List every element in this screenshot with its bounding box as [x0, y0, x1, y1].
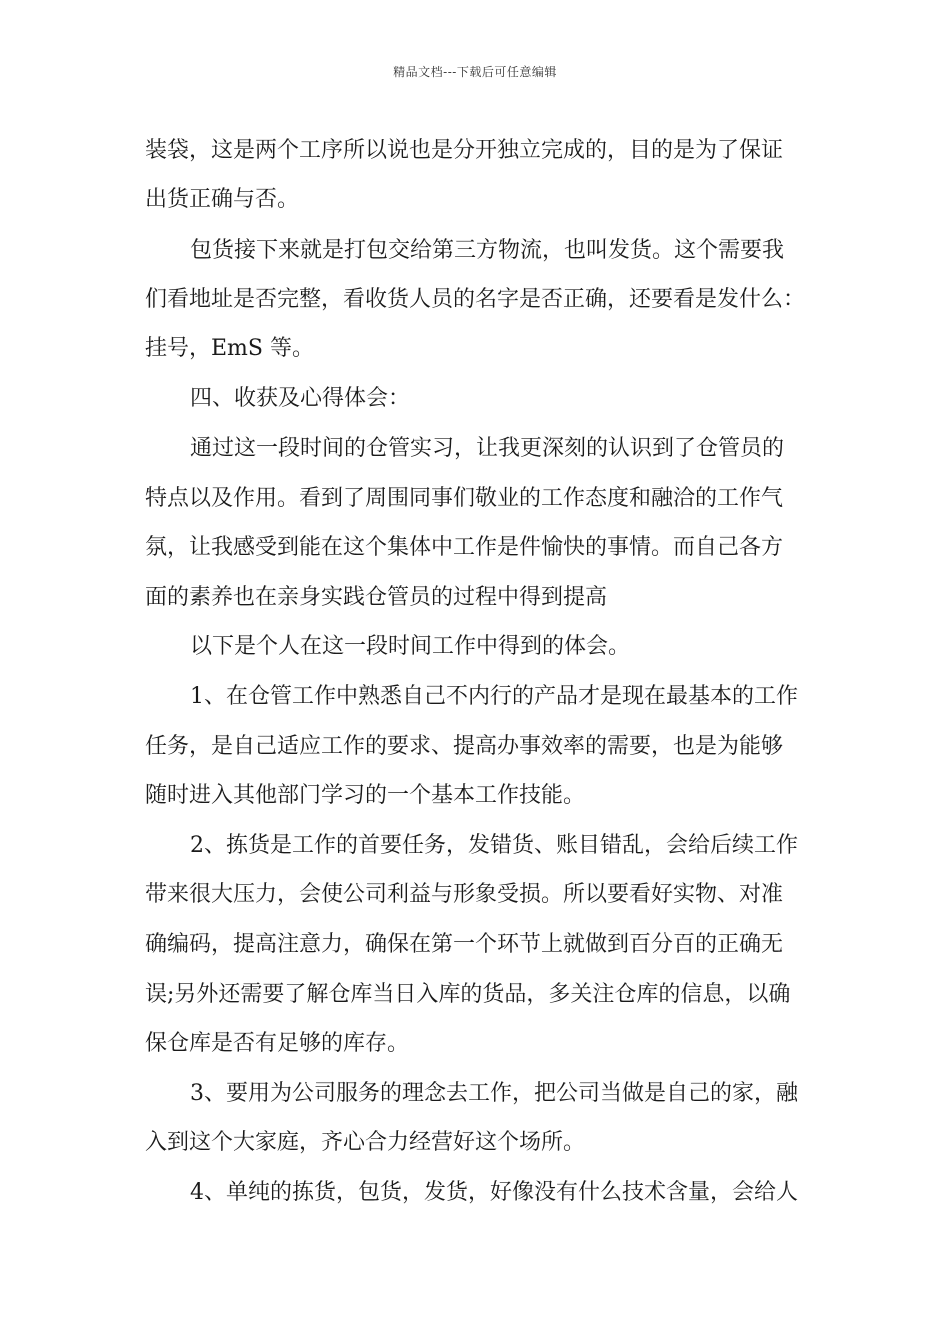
text-line: 装袋，这是两个工序所以说也是分开独立完成的，目的是为了保证: [145, 138, 784, 163]
paragraph-first-line: 2、拣货是工作的首要任务，发错货、账目错乱，会给后续工作: [190, 833, 798, 858]
paragraph-first-line: 以下是个人在这一段时间工作中得到的体会。: [190, 634, 631, 659]
text-line: 出货正确与否。: [145, 187, 300, 212]
paragraph-first-line: 3、要用为公司服务的理念去工作，把公司当做是自己的家，融: [190, 1081, 798, 1106]
text-line: 随时进入其他部门学习的一个基本工作技能。: [145, 783, 586, 808]
text-line: 面的素养也在亲身实践仓管员的过程中得到提高: [145, 585, 608, 610]
text-line: 带来很大压力，会使公司利益与形象受损。所以要看好实物、对准: [145, 882, 784, 907]
text-line: 特点以及作用。看到了周围同事们敬业的工作态度和融洽的工作气: [145, 486, 784, 511]
paragraph-first-line: 4、单纯的拣货，包货，发货，好像没有什么技术含量，会给人: [190, 1180, 798, 1205]
text-line: 们看地址是否完整，看收货人员的名字是否正确，还要看是发什么：: [145, 287, 806, 312]
paragraph-first-line: 通过这一段时间的仓管实习，让我更深刻的认识到了仓管员的: [190, 436, 785, 461]
text-line: 入到这个大家庭，齐心合力经营好这个场所。: [145, 1130, 586, 1155]
text-line: 保仓库是否有足够的库存。: [145, 1031, 410, 1056]
text-line: 确编码，提高注意力，确保在第一个环节上就做到百分百的正确无: [145, 932, 784, 957]
paragraph-first-line: 包货接下来就是打包交给第三方物流，也叫发货。这个需要我: [190, 238, 785, 263]
text-line: 挂号，EmS 等。: [145, 336, 314, 361]
text-line: 误;另外还需要了解仓库当日入库的货品，多关注仓库的信息，以确: [145, 982, 791, 1007]
text-line: 任务，是自己适应工作的要求、提高办事效率的需要，也是为能够: [145, 734, 784, 759]
text-line: 氛，让我感受到能在这个集体中工作是件愉快的事情。而自己各方: [145, 535, 784, 560]
page-header: 精品文档---下载后可任意编辑: [393, 65, 557, 79]
section-heading: 四、收获及心得体会：: [190, 386, 411, 411]
paragraph-first-line: 1、在仓管工作中熟悉自己不内行的产品才是现在最基本的工作: [190, 684, 798, 709]
